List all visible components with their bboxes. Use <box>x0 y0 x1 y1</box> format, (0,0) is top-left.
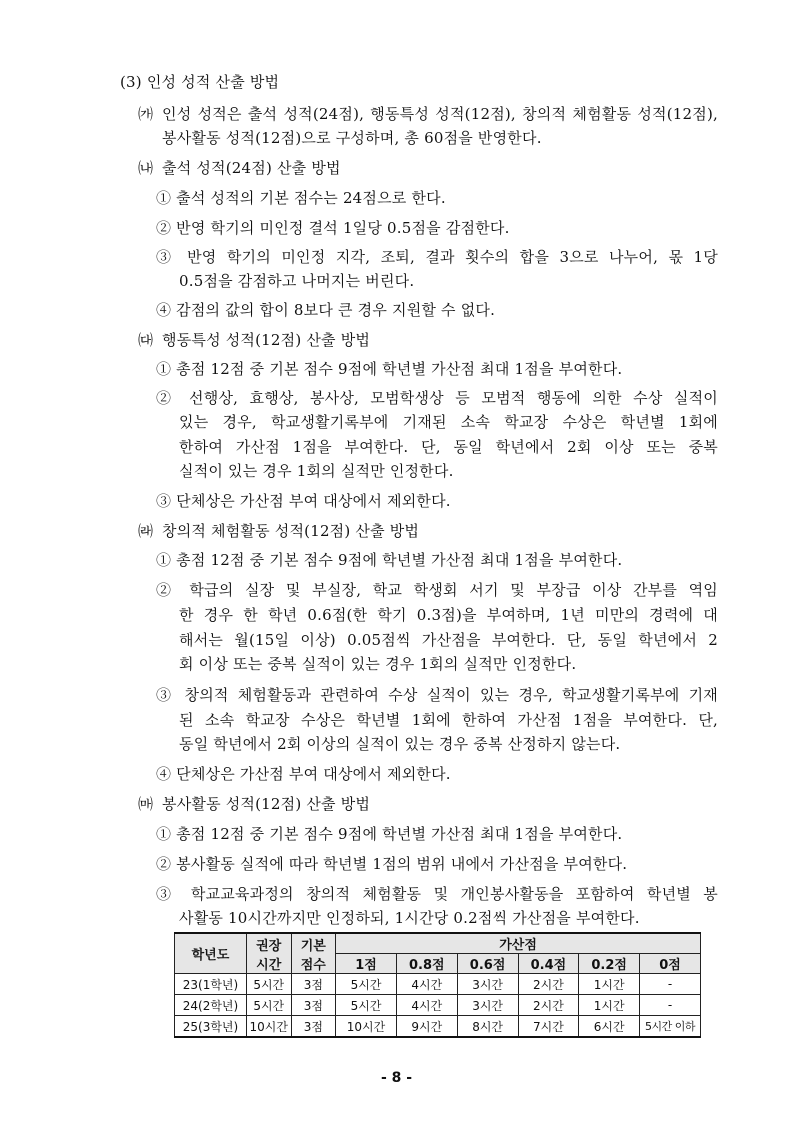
item-na-2: ② 반영 학기의 미인정 결석 1일당 0.5점을 감점한다. <box>156 219 510 237</box>
header-year: 학년도 <box>175 933 247 974</box>
item-ga-marker: ㈎ <box>138 105 154 123</box>
cell-bonus: 7시간 <box>518 1016 579 1038</box>
item-ma-3b: 사활동 10시간까지만 인정하되, 1시간당 0.2점씩 가산점을 부여한다. <box>179 909 640 927</box>
header-base-line1: 기본 <box>300 938 326 954</box>
item-ra-1: ① 총점 12점 중 기본 점수 9점에 학년별 가산점 최대 1점을 부여한다. <box>156 551 623 569</box>
cell-bonus: 10시간 <box>336 1016 397 1038</box>
cell-bonus: 3시간 <box>457 974 518 995</box>
item-da-2a: ② 선행상, 효행상, 봉사상, 모범학생상 등 모범적 행동에 의한 수상 실적이 <box>156 389 718 407</box>
header-base <box>291 933 336 974</box>
volunteer-score-table <box>174 932 701 1038</box>
header-bonus: 가산점 <box>336 933 701 954</box>
item-na-4: ④ 감점의 값의 합이 8보다 큰 경우 지원할 수 없다. <box>156 301 496 319</box>
item-da-2c: 한하여 가산점 1점을 부여한다. 단, 동일 학년에서 2회 이상 또는 중복 <box>179 438 718 456</box>
cell-bonus: - <box>640 974 701 995</box>
cell-bonus: 2시간 <box>518 974 579 995</box>
item-ma-marker: ㈒ <box>138 795 154 813</box>
item-ma-1: ① 총점 12점 중 기본 점수 9점에 학년별 가산점 최대 1점을 부여한다. <box>156 825 623 843</box>
item-ma-2: ② 봉사활동 실적에 따라 학년별 1점의 범위 내에서 가산점을 부여한다. <box>156 855 628 873</box>
cell-bonus: 5시간 이하 <box>640 1016 701 1038</box>
header-recommended <box>246 933 291 974</box>
item-na-3b: 0.5점을 감점하고 나머지는 버린다. <box>179 272 415 290</box>
cell-rec: 5시간 <box>246 974 291 995</box>
table-row <box>175 1016 701 1038</box>
cell-base: 3점 <box>291 1016 336 1038</box>
item-ra-4: ④ 단체상은 가산점 부여 대상에서 제외한다. <box>156 765 451 783</box>
item-ra-2d: 회 이상 또는 중복 실적이 있는 경우 1회의 실적만 인정한다. <box>179 655 577 673</box>
item-ra-title: 창의적 체험활동 성적(12점) 산출 방법 <box>162 522 420 540</box>
cell-bonus: 5시간 <box>336 995 397 1016</box>
item-na-3a: ③ 반영 학기의 미인정 지각, 조퇴, 결과 횟수의 합을 3으로 나누어, 몫 1당 <box>156 248 718 266</box>
item-na-title: 출석 성적(24점) 산출 방법 <box>162 159 341 177</box>
page-number: - 8 - <box>380 1070 413 1086</box>
section-title: (3) 인성 성적 산출 방법 <box>120 73 280 91</box>
table-row <box>175 974 701 995</box>
header-col: 0.6점 <box>457 954 518 974</box>
item-da-title: 행동특성 성적(12점) 산출 방법 <box>162 331 371 349</box>
item-da-2d: 실적이 있는 경우 1회의 실적만 인정한다. <box>179 462 454 480</box>
item-da-1: ① 총점 12점 중 기본 점수 9점에 학년별 가산점 최대 1점을 부여한다. <box>156 360 623 378</box>
item-ga-line2: 봉사활동 성적(12점)으로 구성하며, 총 60점을 반영한다. <box>162 129 542 147</box>
cell-base: 3점 <box>291 995 336 1016</box>
cell-bonus: 8시간 <box>457 1016 518 1038</box>
item-da-3: ③ 단체상은 가산점 부여 대상에서 제외한다. <box>156 492 451 510</box>
header-col: 0.2점 <box>579 954 640 974</box>
item-ra-2c: 해서는 월(15일 이상) 0.05점씩 가산점을 부여한다. 단, 동일 학년에서 2 <box>179 631 718 649</box>
cell-bonus: 1시간 <box>579 974 640 995</box>
header-col: 0.4점 <box>518 954 579 974</box>
item-ma-title: 봉사활동 성적(12점) 산출 방법 <box>162 795 371 813</box>
item-ra-2a: ② 학급의 실장 및 부실장, 학교 학생회 서기 및 부장급 이상 간부를 역임 <box>156 581 718 599</box>
header-base-line2: 점수 <box>300 957 326 973</box>
cell-year: 23(1학년) <box>175 974 247 995</box>
cell-bonus: 4시간 <box>396 974 457 995</box>
cell-year: 25(3학년) <box>175 1016 247 1038</box>
header-recommended-line1: 권장 <box>256 938 282 954</box>
item-ra-2b: 한 경우 한 학년 0.6점(한 학기 0.3점)을 부여하며, 1년 미만의 경력에 대 <box>179 606 718 624</box>
table-row <box>175 995 701 1016</box>
cell-rec: 10시간 <box>246 1016 291 1038</box>
cell-bonus: 2시간 <box>518 995 579 1016</box>
item-ma-3a: ③ 학교교육과정의 창의적 체험활동 및 개인봉사활동을 포함하여 학년별 봉 <box>156 885 718 903</box>
cell-bonus: - <box>640 995 701 1016</box>
cell-bonus: 4시간 <box>396 995 457 1016</box>
item-na-marker: ㈏ <box>138 159 154 177</box>
cell-bonus: 3시간 <box>457 995 518 1016</box>
cell-bonus: 1시간 <box>579 995 640 1016</box>
cell-base: 3점 <box>291 974 336 995</box>
item-da-2b: 있는 경우, 학교생활기록부에 기재된 소속 학교장 수상은 학년별 1회에 <box>179 413 718 431</box>
header-col: 0.8점 <box>396 954 457 974</box>
item-na-1: ① 출석 성적의 기본 점수는 24점으로 한다. <box>156 189 446 207</box>
item-da-marker: ㈐ <box>138 331 154 349</box>
cell-bonus: 9시간 <box>396 1016 457 1038</box>
header-recommended-line2: 시간 <box>256 957 282 973</box>
cell-bonus: 6시간 <box>579 1016 640 1038</box>
header-col: 1점 <box>336 954 397 974</box>
item-ra-3c: 동일 학년에서 2회 이상의 실적이 있는 경우 중복 산정하지 않는다. <box>179 735 621 753</box>
item-ra-marker: ㈑ <box>138 522 154 540</box>
item-ga-line1: 인성 성적은 출석 성적(24점), 행동특성 성적(12점), 창의적 체험활동 성적(12점), <box>162 105 718 123</box>
cell-year: 24(2학년) <box>175 995 247 1016</box>
item-ra-3a: ③ 창의적 체험활동과 관련하여 수상 실적이 있는 경우, 학교생활기록부에 기재 <box>156 686 718 704</box>
header-col: 0점 <box>640 954 701 974</box>
item-ra-3b: 된 소속 학교장 수상은 학년별 1회에 한하여 가산점 1점을 부여한다. 단, <box>179 711 718 729</box>
cell-bonus: 5시간 <box>336 974 397 995</box>
cell-rec: 5시간 <box>246 995 291 1016</box>
